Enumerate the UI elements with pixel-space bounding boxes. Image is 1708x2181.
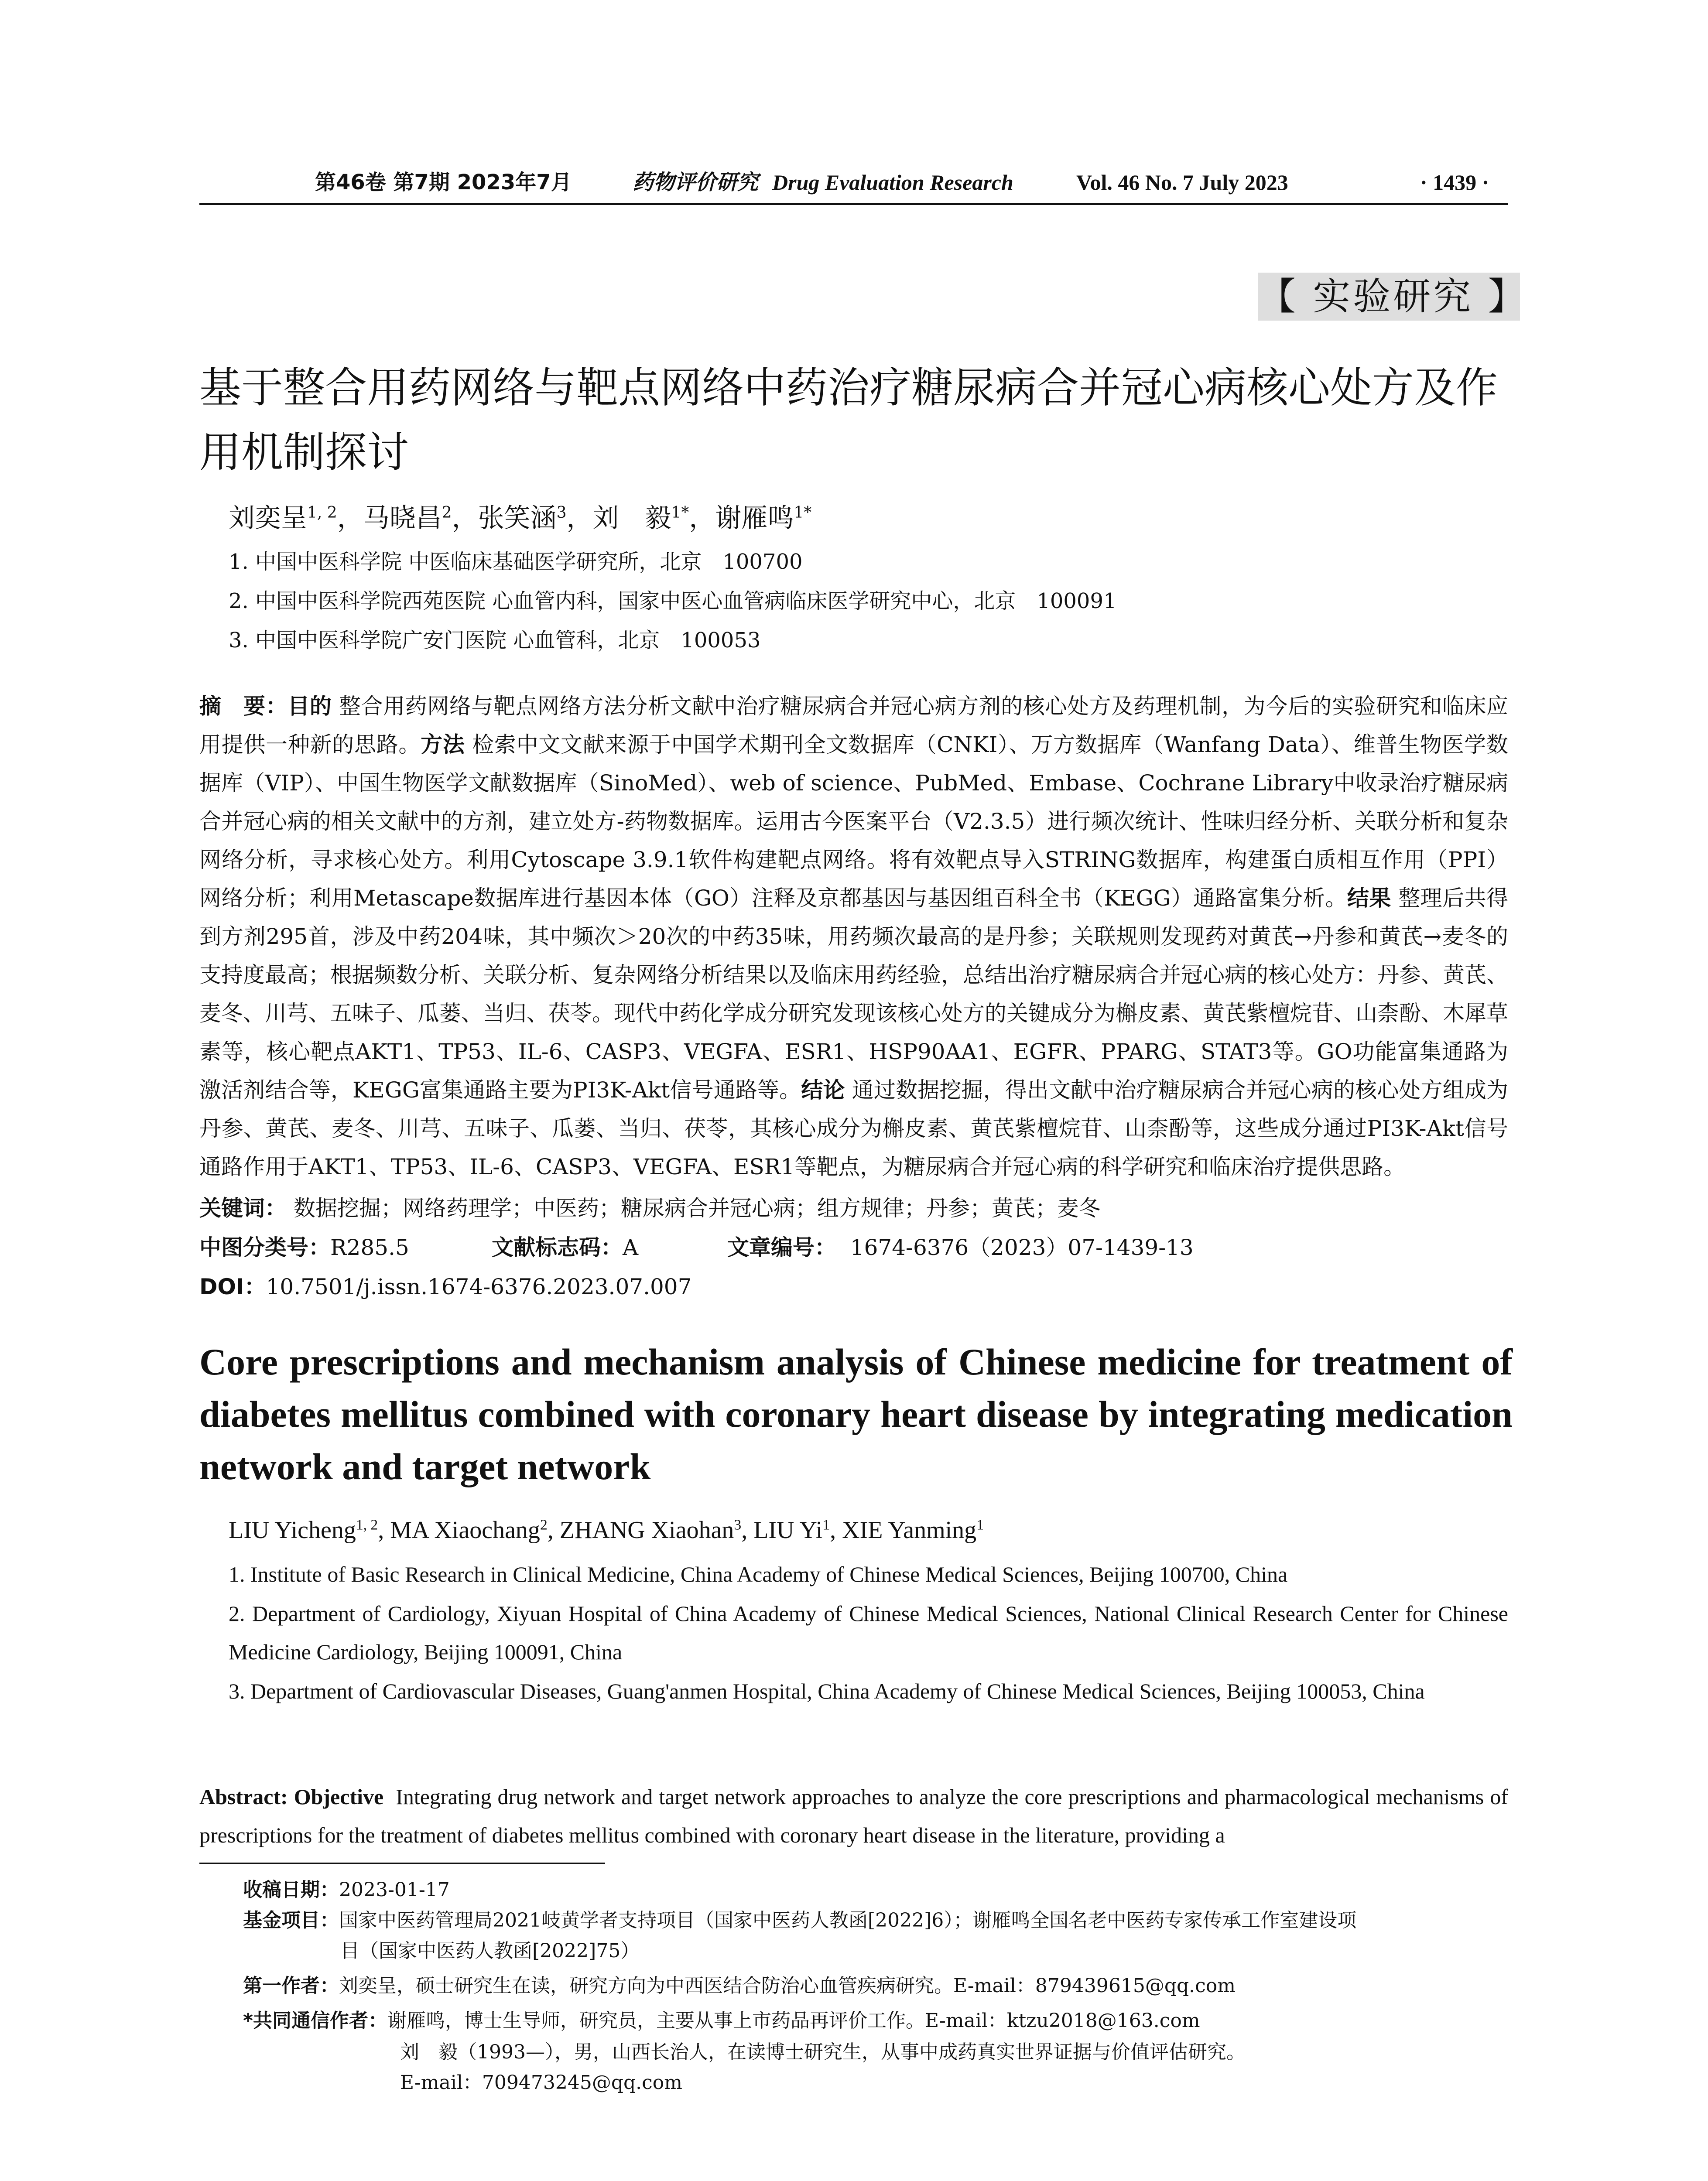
clc-label: 中图分类号： xyxy=(199,1235,330,1260)
abstract-en xyxy=(199,1778,1508,1854)
keywords-label: 关键词： xyxy=(199,1196,287,1221)
page-number: · 1439 · xyxy=(1420,170,1489,195)
author-cn-1: 刘奕呈 xyxy=(229,503,307,533)
doc-label: 文献标志码： xyxy=(492,1235,623,1260)
affiliation-en-3: 3. Department of Cardiovascular Diseases, Guang'anmen Hospital, China Academy of Chinese Medical Sciences, Beijing 100053, China xyxy=(229,1679,1425,1703)
footnote-fund-cont: 目（国家中医药人教函[2022]75） xyxy=(340,1940,640,1962)
doc-code xyxy=(492,1232,638,1263)
footnote-corresponding-3: E-mail：709473245@qq.com xyxy=(400,2072,683,2094)
abstract-label: 摘 要： xyxy=(199,694,288,719)
authors-en: LIU Yicheng$^{1, 2}$, MA Xiaochang$^2$, ZHANG Xiaohan$^3$, LIU Yi$^1$, XIE Yanming$^1$ xyxy=(229,1517,984,1544)
footnote-first-author: 第一作者：刘奕呈，硕士研究生在读，研究方向为中西医结合防治心血管疾病研究。E-mail：879439615@qq.com xyxy=(243,1975,1236,1997)
objective-label: 目的 xyxy=(288,694,332,719)
affiliation-en-1: 1. Institute of Basic Research in Clinical Medicine, China Academy of Chinese Medical Sciences, Beijing 100700, China xyxy=(229,1562,1288,1586)
footnote-rule xyxy=(199,1863,605,1864)
footnote-corresponding-2: 刘 毅（1993—），男，山西长治人，在读博士研究生，从事中成药真实世界证据与价值评估研究。 xyxy=(400,2041,1246,2063)
title-cn: 基于整合用药网络与靶点网络中药治疗糖尿病合并冠心病核心处方及作用机制探讨 xyxy=(199,363,1498,477)
affiliation-cn-2: 2. 中国中医科学院西苑医院 心血管内科，国家中医心血管病临床医学研究中心，北京 100091 xyxy=(229,589,1117,613)
title-en: Core prescriptions and mechanism analysis of Chinese medicine for treatment of diabetes mellitus combined with coronary heart disease by integrating medication network and target network xyxy=(199,1341,1513,1487)
author-cn-3: ，张笑涵 xyxy=(452,503,557,533)
result-text: 整理后共得到方剂295首，涉及中药204味，其中频次＞20次的中药35味，用药频次最高的是丹参；关联规则发现药对黄芪→丹参和黄芪→麦冬的支持度最高；根据频数分析、关联分析、复杂网络分析结果以及临床用药经验，总结出治疗糖尿病合并冠心病的核心处方：丹参、黄芪、麦冬、川芎、五味子、瓜蒌、当归、茯苓。现代中药化学成分研究发现该核心处方的关键成分为槲皮素、黄芪紫檀烷苷、山柰酚、木犀草素等，核心靶点AKT1、TP53、IL-6、CASP3、VEGFA、ESR1、HSP90AA1、EGFR、PPARG、STAT3等。GO功能富集通路为激活剂结合等，KEGG富集通路主要为PI3K-Akt信号通路等。 xyxy=(199,885,1509,1103)
keywords-value: 数据挖掘；网络药理学；中医药；糖尿病合并冠心病；组方规律；丹参；黄芪；麦冬 xyxy=(293,1196,1101,1221)
doi-line xyxy=(199,1272,691,1302)
affiliation-cn-3: 3. 中国中医科学院广安门医院 心血管科，北京 100053 xyxy=(229,628,761,653)
conclusion-text: 通过数据挖掘，得出文献中治疗糖尿病合并冠心病的核心处方组成为丹参、黄芪、麦冬、川芎、五味子、瓜蒌、当归、茯苓，其核心成分为槲皮素、黄芪紫檀烷苷、山柰酚等，这些成分通过PI3K-Akt信号通路作用于AKT1、TP53、IL-6、CASP3、VEGFA、ESR1等靶点，为糖尿病合并冠心病的科学研究和临床治疗提供思路。 xyxy=(199,1077,1508,1179)
clc-value: R285.5 xyxy=(330,1235,409,1260)
author-cn-2: ，马晓昌 xyxy=(337,503,442,533)
result-label: 结果 xyxy=(1347,885,1391,911)
keywords-cn xyxy=(199,1193,1101,1224)
objective-text: 整合用药网络与靶点网络方法分析文献中治疗糖尿病合并冠心病方剂的核心处方及药理机制，为今后的实验研究和临床应用提供一种新的思路。 xyxy=(199,694,1508,757)
doi-value: 10.7501/j.issn.1674-6376.2023.07.007 xyxy=(266,1274,692,1299)
abstract-en-label: Abstract: Objective xyxy=(199,1784,384,1809)
conclusion-label: 结论 xyxy=(801,1077,845,1103)
author-cn-4: ，刘 毅 xyxy=(566,503,671,533)
article-value: 1674-6376（2023）07-1439-13 xyxy=(850,1235,1194,1260)
journal-name-en: Drug Evaluation Research xyxy=(772,170,1013,195)
author-cn-5: ，谢雁鸣 xyxy=(689,503,794,533)
header-rule xyxy=(199,203,1508,205)
authors-cn: 刘奕呈$^{1, 2}$，马晓昌$^2$，张笑涵$^3$，刘 毅$^{1*}$，谢雁鸣$^{1*}$ xyxy=(229,503,812,533)
header-issue-info: 第46卷 第7期 2023年7月 xyxy=(315,170,572,195)
method-label: 方法 xyxy=(421,732,465,757)
doc-value: A xyxy=(623,1235,639,1260)
method-text: 检索中文文献来源于中国学术期刊全文数据库（CNKI）、万方数据库（Wanfang Data）、维普生物医学数据库（VIP）、中国生物医学文献数据库（SinoMed）、web of science、PubMed、Embase、Cochrane Library中收录治疗糖尿病合并冠心病的相关文献中的方剂，建立处方-药物数据库。运用古今医案平台（V2.3.5）进行频次统计、性味归经分析、关联分析和复杂网络分析，寻求核心处方。利用Cytoscape 3.9.1软件构建靶点网络。将有效靶点导入STRING数据库，构建蛋白质相互作用（PPI）网络分析；利用Metascape数据库进行基因本体（GO）注释及京都基因与基因组百科全书（KEGG）通路富集分析。 xyxy=(199,732,1509,911)
affiliation-cn-1: 1. 中国中医科学院 中医临床基础医学研究所，北京 100700 xyxy=(229,550,803,574)
affiliation-en-2: 2. Department of Cardiology, Xiyuan Hospital of China Academy of Chinese Medical Sciences, National Clinical Research Center for Chinese Medicine Cardiology, Beijing 100091, China xyxy=(229,1601,1508,1664)
journal-logo-cn: 药物评价研究 xyxy=(633,170,759,195)
abstract-en-text: Integrating drug network and target network approaches to analyze the core prescriptions and pharmacological mechanisms of prescriptions for the treatment of diabetes mellitus combined with coronary heart disease in the literature, providing a xyxy=(199,1784,1508,1847)
abstract-cn xyxy=(199,687,1508,1186)
footnote-corresponding: *共同通信作者：谢雁鸣，博士生导师，研究员，主要从事上市药品再评价工作。E-mail：ktzu2018@163.com xyxy=(243,2010,1200,2032)
footnote-fund: 基金项目：国家中医药管理局2021岐黄学者支持项目（国家中医药人教函[2022]6）；谢雁鸣全国名老中医药专家传承工作室建设项 xyxy=(243,1909,1357,1931)
doi-label: DOI： xyxy=(199,1274,266,1299)
header-volume-info: Vol. 46 No. 7 July 2023 xyxy=(1076,170,1288,195)
classification-line xyxy=(199,1232,409,1263)
section-tag: 【 实验研究 】 xyxy=(1258,273,1520,321)
footnote-received: 收稿日期：2023-01-17 xyxy=(243,1879,450,1901)
article-label: 文章编号： xyxy=(727,1235,836,1260)
article-number xyxy=(727,1232,1194,1263)
